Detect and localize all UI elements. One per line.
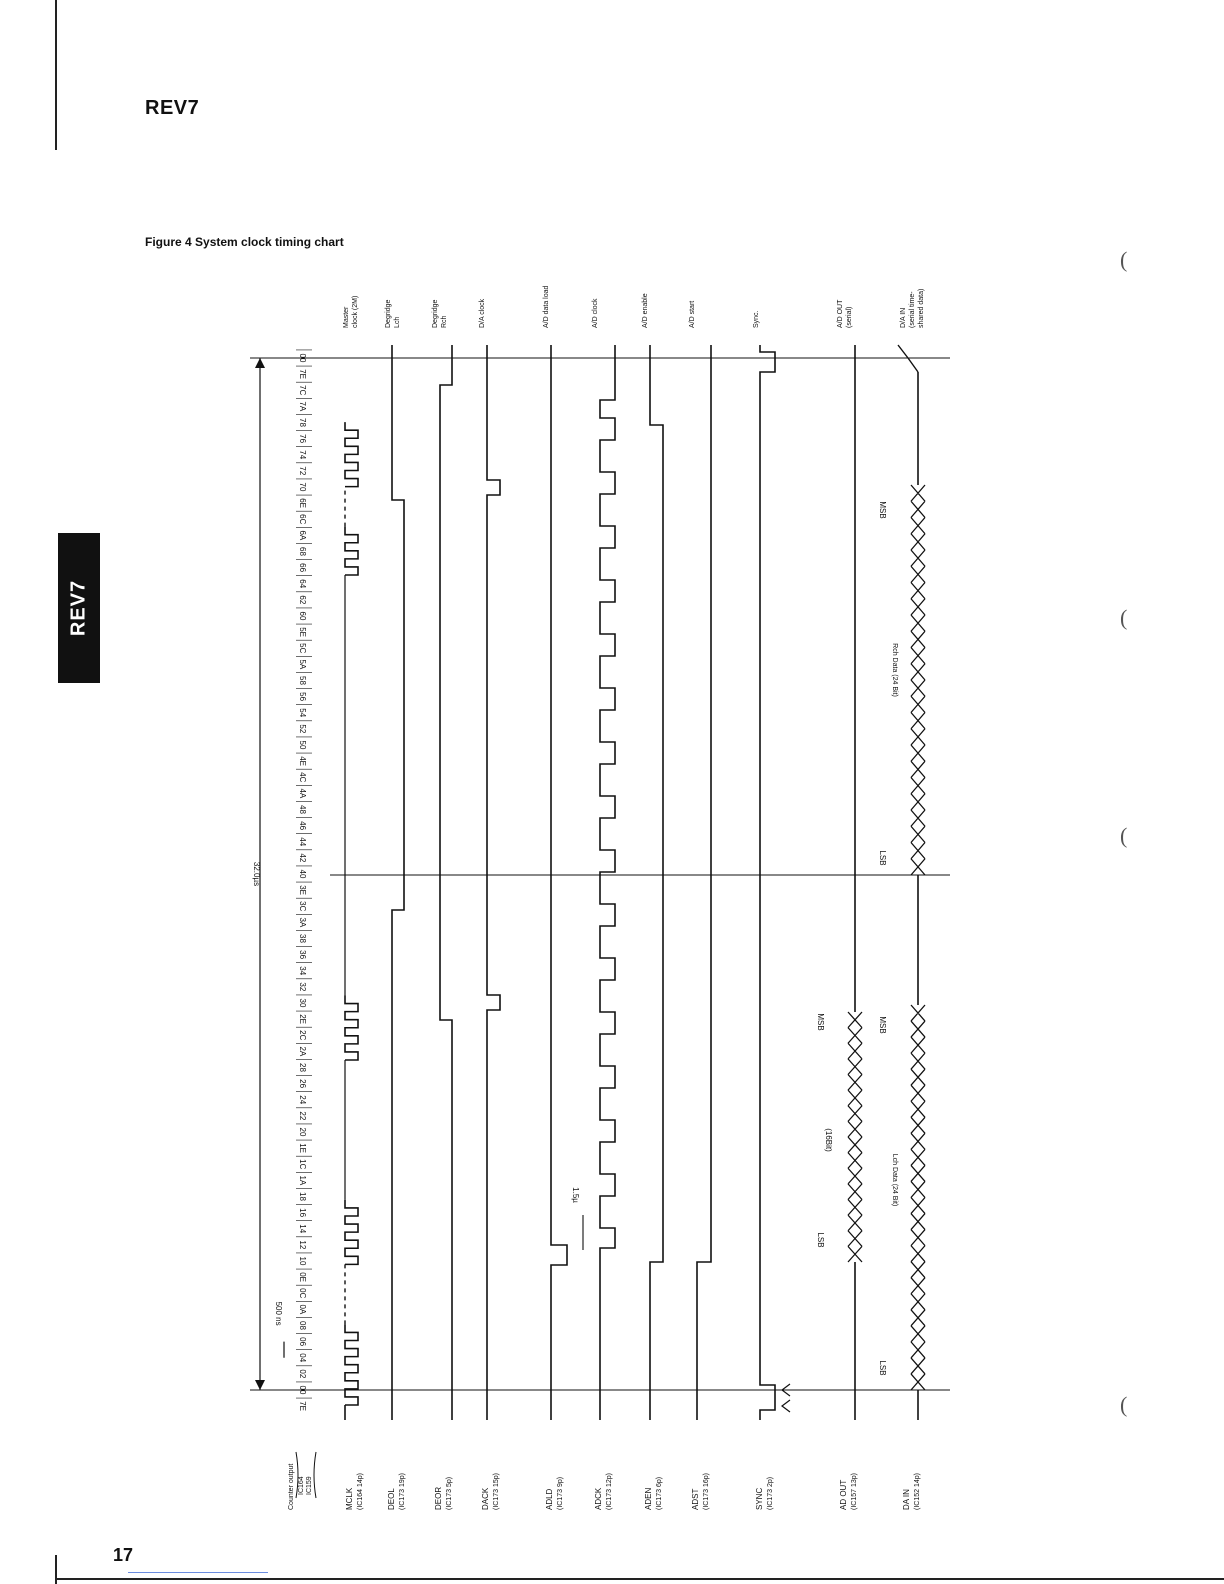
mclk-burst: [345, 996, 358, 1061]
counter-state-label: 54: [298, 708, 307, 718]
counter-state-label: 3E: [298, 885, 307, 896]
counter-state-label: 30: [298, 998, 307, 1008]
adck-desc-label: A/D clock: [592, 298, 599, 328]
counter-state-label: 4A: [298, 788, 307, 799]
lch-data-label: Lch Data (24 Bit): [891, 1153, 898, 1207]
counter-state-label: 7A: [298, 401, 307, 412]
adout-desc-label: (serial): [846, 306, 853, 328]
mclk-ic-label: (IC164 14p): [357, 1473, 364, 1510]
dack-ic-label: (IC173 15p): [493, 1473, 500, 1510]
dain-desc-label: (serial time-: [909, 291, 916, 328]
dain-rch-lsb-label: LSB: [878, 850, 887, 866]
deor-desc-label: Rch: [441, 315, 448, 328]
counter-state-label: 0E: [298, 1272, 307, 1283]
counter-state-label: 56: [298, 692, 307, 702]
counter-state-label: 2C: [298, 1030, 307, 1041]
adout-name-label: AD OUT: [839, 1479, 848, 1510]
counter-state-label: 32: [298, 982, 307, 992]
counter-state-label: 50: [298, 740, 307, 750]
counter-state-label: 76: [298, 434, 307, 444]
dack-wave: [487, 345, 500, 1420]
mclk-burst: [345, 1324, 358, 1405]
mclk-burst: [345, 527, 358, 575]
adst-wave: [697, 345, 711, 1420]
mclk-name-label: MCLK: [345, 1487, 354, 1510]
sync-wave: [760, 345, 775, 1420]
counter-state-label: 12: [298, 1240, 307, 1250]
deol-name-label: DEOL: [387, 1488, 396, 1510]
counter-state-label: 00: [298, 1385, 307, 1395]
deor-ic-label: (IC173 5p): [446, 1476, 453, 1510]
counter-state-label: 04: [298, 1353, 307, 1363]
section-tab-label: REV7: [67, 579, 90, 637]
counter-state-label: 6E: [298, 498, 307, 509]
counter-state-label: 18: [298, 1192, 307, 1201]
counter-state-label: 5A: [298, 659, 307, 670]
deol-wave: [392, 345, 404, 1420]
aden-wave: [650, 345, 663, 1420]
dain-ic-label: (IC152 14p): [914, 1473, 921, 1510]
counter-state-label: 44: [298, 837, 307, 847]
counter-state-label: 28: [298, 1063, 307, 1072]
counter-bracket: [314, 1452, 316, 1498]
mclk-burst: [345, 1200, 358, 1265]
deol-desc-label: Degridge: [385, 299, 392, 328]
counter-state-label: 6C: [298, 514, 307, 525]
counter-state-label: 66: [298, 563, 307, 573]
mclk-desc-label: clock (2M): [352, 295, 359, 328]
counter-state-label: 02: [298, 1369, 307, 1379]
counter-state-label: 7C: [298, 385, 307, 396]
counter-state-label: 2A: [298, 1046, 307, 1057]
counter-state-label: 64: [298, 579, 307, 589]
binder-mark: (: [1120, 823, 1128, 848]
sync-ic-label: (IC173 2p): [767, 1476, 774, 1510]
counter-state-label: 10: [298, 1256, 307, 1266]
rch-data-label: Rch Data (24 Bit): [891, 643, 898, 697]
dain-tail: [898, 345, 918, 372]
adout-ic-label: (IC157 13p): [851, 1473, 858, 1510]
counter-state-label: 34: [298, 966, 307, 976]
delay-label: 1.5µ: [571, 1187, 580, 1203]
counter-state-label: 24: [298, 1095, 307, 1105]
counter-state-label: 5C: [298, 643, 307, 654]
adout-lsb-label: LSB: [816, 1232, 825, 1248]
deor-name-label: DEOR: [434, 1486, 443, 1510]
sync-name-label: SYNC: [755, 1487, 764, 1510]
counter-state-label: 3C: [298, 901, 307, 912]
page-header: REV7: [145, 97, 200, 119]
interval-label: 500 ns: [274, 1301, 283, 1326]
aden-desc-label: A/D enable: [642, 293, 649, 328]
adout-msb-label: MSB: [816, 1013, 825, 1031]
counter-state-label: 36: [298, 950, 307, 960]
deol-desc-label: Lch: [394, 316, 401, 328]
mclk-desc-label: Master: [343, 306, 350, 328]
binder-mark: (: [1120, 247, 1128, 272]
counter-state-label: 16: [298, 1208, 307, 1218]
dain-rch-bits: [911, 485, 925, 875]
counter-state-label: 1A: [298, 1175, 307, 1186]
aden-ic-label: (IC173 6p): [656, 1476, 663, 1510]
dain-msb-label: MSB: [878, 1016, 887, 1034]
counter-state-label: 68: [298, 547, 307, 556]
deor-desc-label: Degridge: [432, 299, 439, 328]
counter-state-label: 0C: [298, 1288, 307, 1299]
dain-lsb-label: LSB: [878, 1360, 887, 1376]
adck-wave: [600, 345, 615, 1420]
counter-state-label: 74: [298, 450, 307, 460]
counter-state-label: 2E: [298, 1014, 307, 1025]
counter-state-label: 62: [298, 595, 307, 605]
counter-state-label: 7E: [298, 1401, 307, 1412]
counter-state-label: 60: [298, 611, 307, 621]
adld-name-label: ADLD: [545, 1488, 554, 1510]
counter-state-label: 58: [298, 676, 307, 685]
counter-state-label: 42: [298, 853, 307, 863]
counter-state-label: 4E: [298, 756, 307, 767]
counter-state-label: 4C: [298, 772, 307, 783]
timing-labels: [252, 285, 925, 1510]
counter-ic-label: IC164: [298, 1476, 305, 1495]
counter-state-label: 1E: [298, 1143, 307, 1154]
adst-desc-label: A/D start: [689, 300, 696, 328]
counter-state-label: 48: [298, 805, 307, 814]
counter-state-label: 3A: [298, 917, 307, 928]
adst-ic-label: (IC173 16p): [703, 1473, 710, 1510]
counter-state-label: 6A: [298, 530, 307, 541]
period-label: 32.0µs: [252, 861, 261, 887]
adld-ic-label: (IC173 9p): [557, 1476, 564, 1510]
counter-state-label: 1C: [298, 1159, 307, 1170]
adld-desc-label: A/D data load: [543, 285, 550, 328]
deor-wave: [440, 345, 452, 1420]
counter-state-label: 20: [298, 1127, 307, 1137]
dain-desc-label: D/A IN: [900, 307, 907, 328]
counter-state-label: 46: [298, 821, 307, 831]
counter-state-label: 0A: [298, 1304, 307, 1315]
counter-state-label: 22: [298, 1111, 307, 1121]
counter-state-label: 00: [298, 353, 307, 363]
dain-lch-bits: [911, 1005, 925, 1390]
sync-desc-label: Sync.: [753, 310, 760, 328]
adout-bit-cells: [848, 1012, 862, 1262]
timing-waveforms: [345, 345, 925, 1420]
adck-ic-label: (IC173 12p): [606, 1473, 613, 1510]
counter-ic-label: IC159: [306, 1476, 313, 1495]
counter-state-label: 26: [298, 1079, 307, 1089]
adout-desc-label: A/D OUT: [837, 299, 844, 328]
counter-state-label: 72: [298, 466, 307, 476]
counter-output-label: Counter output: [288, 1463, 295, 1510]
dain-name-label: DA IN: [902, 1489, 911, 1510]
binder-mark: (: [1120, 605, 1128, 630]
counter-state-label: 40: [298, 869, 307, 879]
adst-name-label: ADST: [691, 1488, 700, 1510]
counter-state-label: 52: [298, 724, 307, 734]
counter-state-label: 38: [298, 934, 307, 943]
counter-state-label: 08: [298, 1321, 307, 1330]
period-arrow-head: [255, 1380, 265, 1390]
adout-bits-label: (16Bit): [824, 1128, 833, 1152]
adld-wave: [551, 345, 567, 1420]
mclk-burst: [345, 422, 358, 487]
dack-name-label: DACK: [481, 1487, 490, 1510]
aden-name-label: ADEN: [644, 1487, 653, 1510]
dain-desc-label: shared data): [918, 288, 925, 328]
counter-state-label: 14: [298, 1224, 307, 1234]
deol-ic-label: (IC173 19p): [399, 1473, 406, 1510]
counter-state-label: 5E: [298, 627, 307, 638]
period-arrow-head: [255, 358, 265, 368]
dain-rch-msb-label: MSB: [878, 501, 887, 519]
page-number: 17: [113, 1545, 134, 1565]
counter-state-label: 78: [298, 418, 307, 427]
counter-state-label: 70: [298, 482, 307, 492]
adck-name-label: ADCK: [594, 1487, 603, 1510]
figure-title: Figure 4 System clock timing chart: [145, 235, 344, 249]
binder-mark: (: [1120, 1392, 1128, 1417]
counter-state-label: 06: [298, 1337, 307, 1347]
dack-desc-label: D/A clock: [479, 298, 486, 328]
sync-arrow: [782, 1400, 790, 1412]
counter-state-label: 7E: [298, 369, 307, 380]
